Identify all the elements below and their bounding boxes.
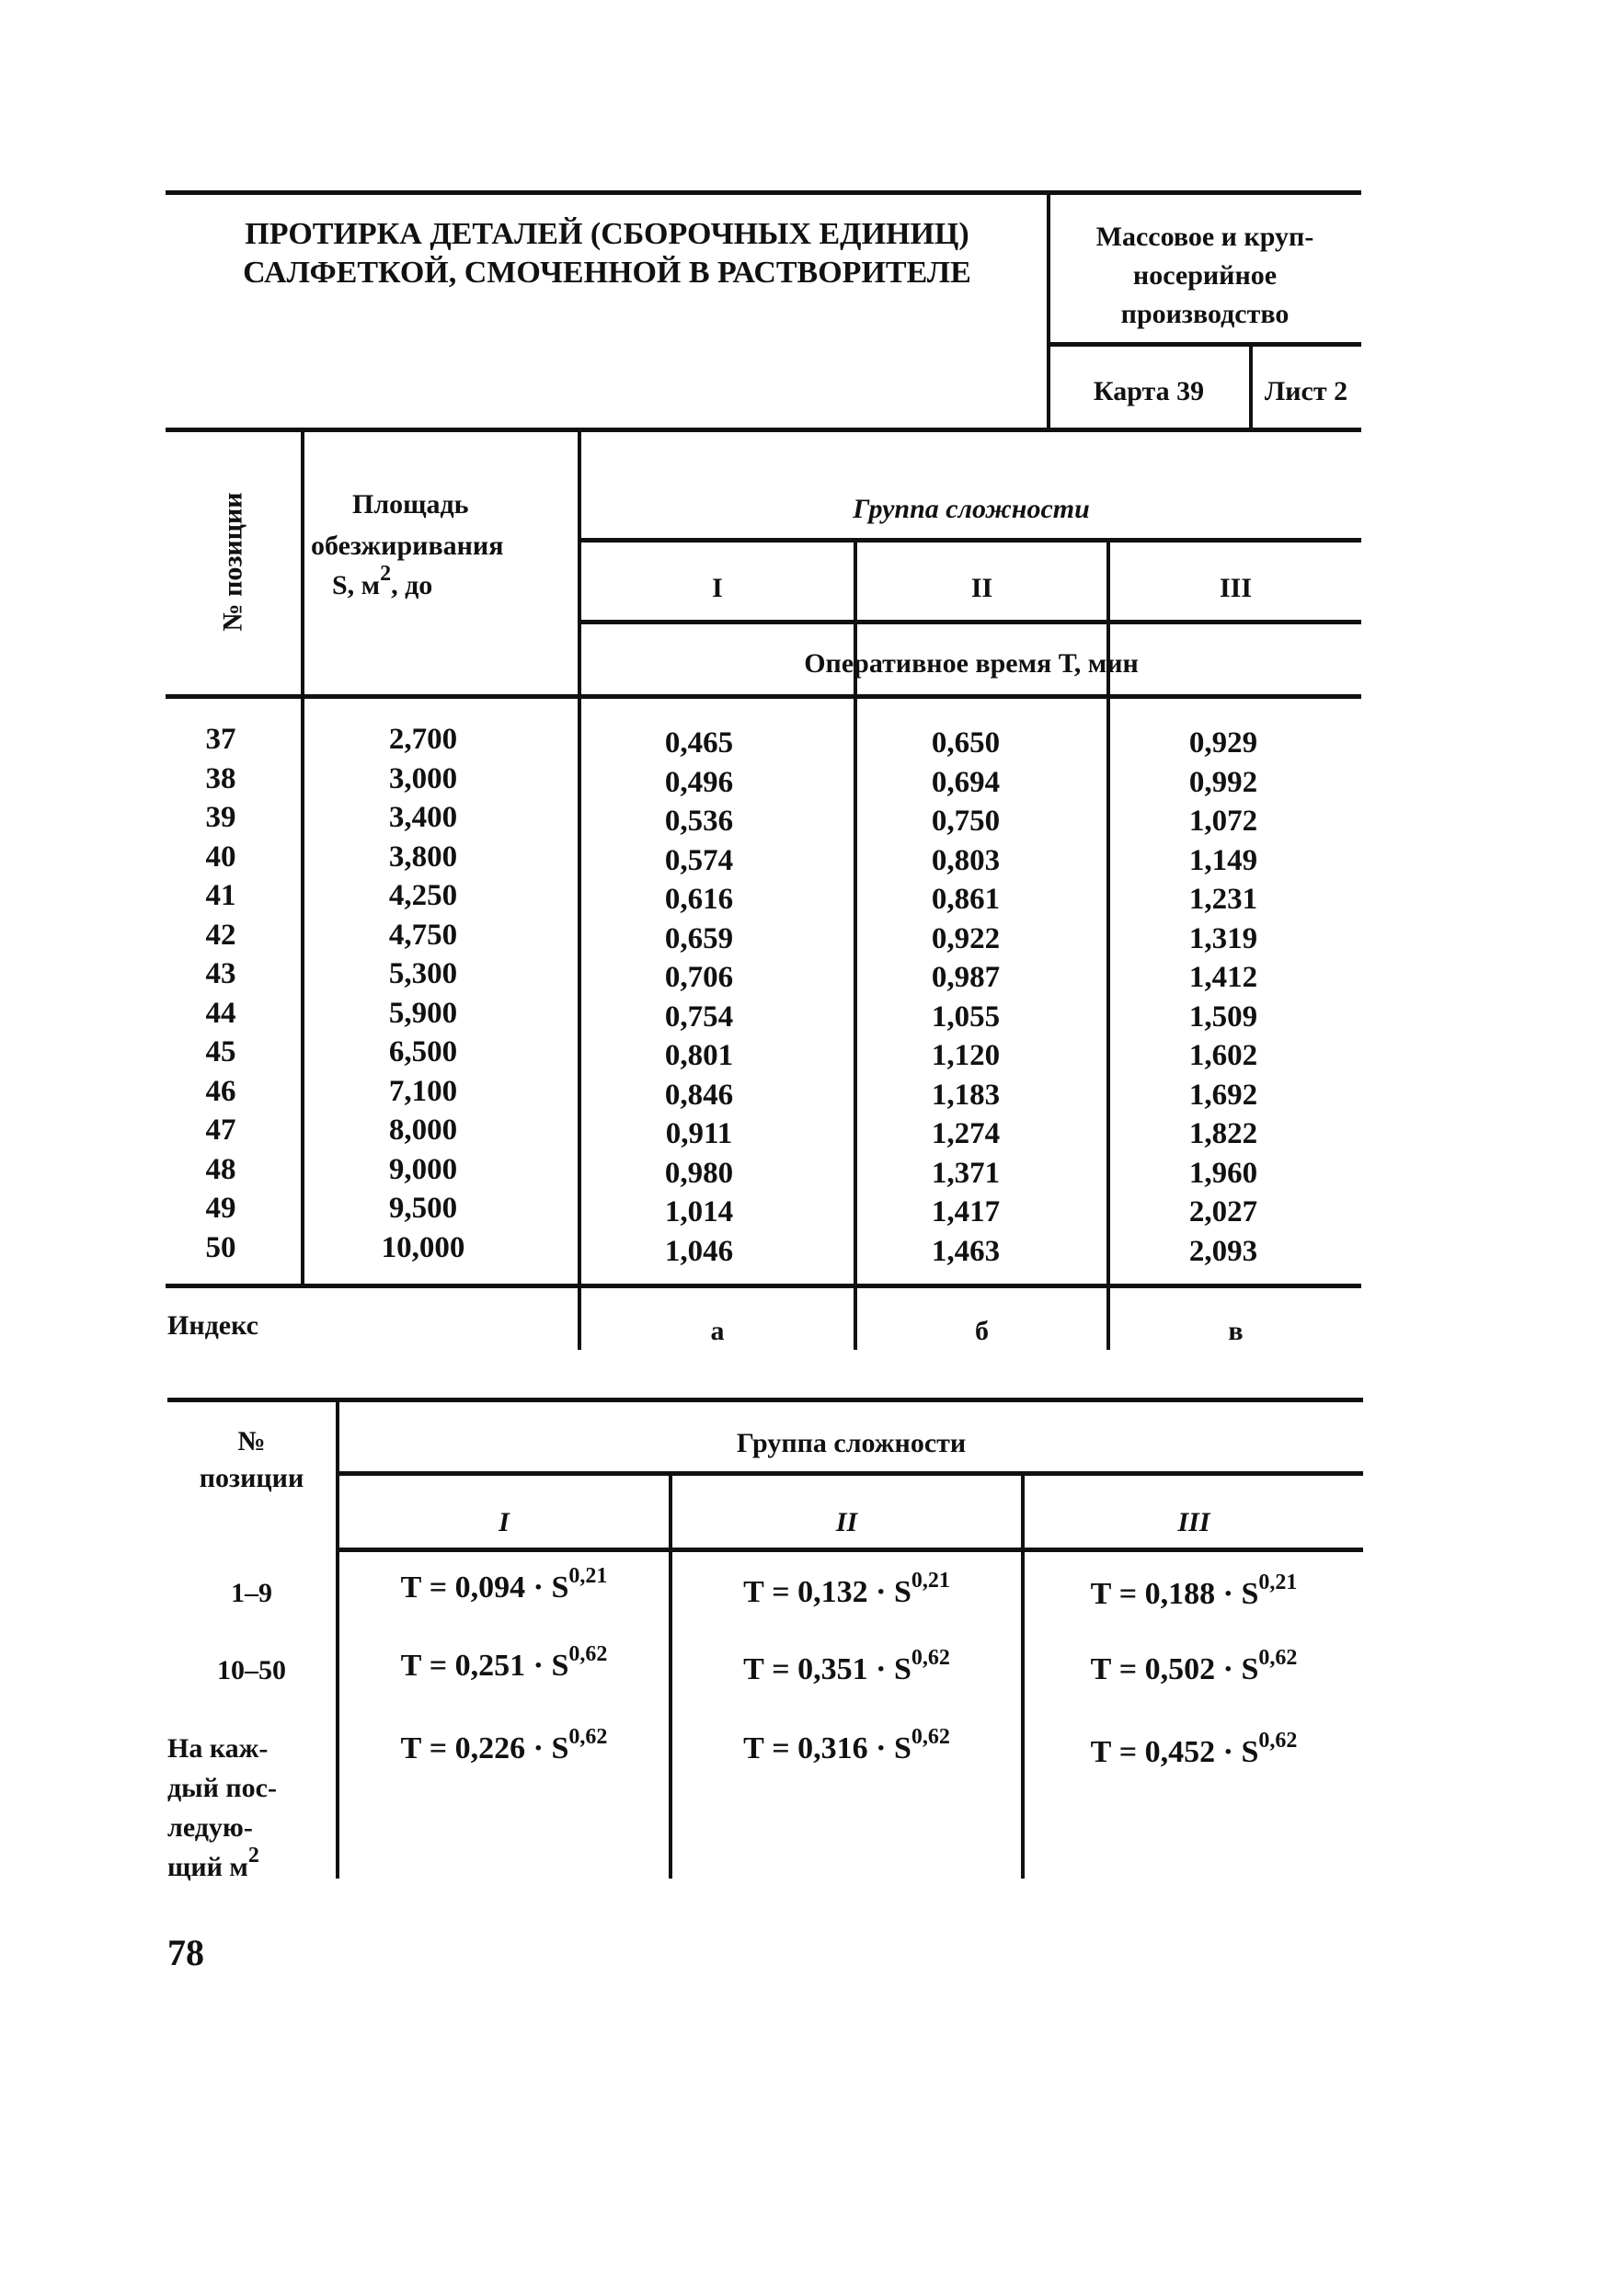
table1-cell-area: 8,000: [388, 1114, 458, 1147]
table1-cell-area: 3,800: [388, 840, 458, 874]
group-II-col: [892, 724, 1039, 1271]
table1-cell-pos: 44: [205, 996, 236, 1030]
table1-cell-g2: 1,417: [931, 1195, 1001, 1228]
table1-body: [0, 720, 1605, 1272]
table1-cell-g1: 1,046: [664, 1234, 734, 1268]
table1-cell-pos: 37: [205, 723, 236, 756]
table1-cell-area: 5,900: [388, 996, 458, 1030]
table1-cell-pos: 41: [205, 879, 236, 912]
table1-cell-area: 9,500: [388, 1192, 458, 1225]
table1-cell-pos: 47: [205, 1114, 236, 1147]
table1-cell-g1: 0,616: [664, 883, 734, 916]
table1-cell-g2: 0,650: [931, 726, 1001, 760]
group-III-header: III: [1219, 573, 1253, 603]
table1-cell-area: 5,300: [388, 957, 458, 990]
table1-cell-area: 2,700: [388, 723, 458, 756]
formula-each-next-group-III: Т = 0,452 · S$^{0,62}$: [1090, 1728, 1298, 1769]
table1-cell-g3: 1,231: [1188, 883, 1258, 916]
index-b: б: [975, 1316, 989, 1346]
page-number: 78: [167, 1932, 204, 1973]
area-col: [350, 720, 497, 1267]
table1-cell-g1: 0,980: [664, 1156, 734, 1190]
table1-cell-pos: 48: [205, 1152, 236, 1186]
table2-pos-10-50: 10–50: [217, 1655, 286, 1685]
table2-position-header-line2: позиции: [199, 1463, 304, 1493]
table1-cell-area: 3,400: [388, 801, 458, 834]
table1-group-rule: [578, 538, 1361, 543]
group-II-header: II: [970, 573, 993, 603]
table1-cell-g1: 0,754: [664, 1000, 734, 1034]
table2-pos-1-9: 1–9: [231, 1578, 272, 1608]
table2-group-II: II: [835, 1507, 858, 1537]
area-header-line1: Площадь: [352, 489, 469, 520]
table1-cell-g1: 0,801: [664, 1039, 734, 1072]
table1-cell-pos: 43: [205, 957, 236, 990]
index-label: Индекс: [167, 1310, 258, 1341]
table1-cell-g3: 1,822: [1188, 1117, 1258, 1150]
header-top-rule: [166, 190, 1361, 195]
table1-cell-g1: 0,846: [664, 1078, 734, 1112]
table2-group-III: III: [1177, 1507, 1210, 1537]
table2-position-header-line1: №: [237, 1426, 266, 1456]
formula-10-50-group-II: Т = 0,351 · S$^{0,62}$: [743, 1645, 950, 1686]
table1-cell-g3: 1,149: [1188, 843, 1258, 877]
table1-cell-area: 4,750: [388, 918, 458, 952]
group-I-header: I: [712, 573, 723, 603]
table1-cell-g3: 1,412: [1188, 961, 1258, 994]
table1-cell-g3: 1,960: [1188, 1156, 1258, 1190]
formula-1-9-group-I: Т = 0,094 · S$^{0,21}$: [400, 1563, 608, 1605]
table1-cell-area: 6,500: [388, 1035, 458, 1068]
table1-roman-rule: [578, 620, 1361, 624]
position-column-header: № позиции: [217, 492, 248, 632]
table1-cell-g1: 0,574: [664, 843, 734, 877]
sheet-number: Лист 2: [1264, 376, 1348, 406]
table1-cell-g1: 0,911: [665, 1117, 733, 1150]
formula-10-50-group-I: Т = 0,251 · S$^{0,62}$: [400, 1641, 608, 1683]
area-header-line2: обезжиривания: [311, 531, 504, 561]
table1-cell-pos: 50: [205, 1230, 236, 1264]
table2-group-header: Группа сложности: [736, 1428, 967, 1458]
table1-cell-g2: 1,055: [931, 1000, 1001, 1034]
group-I-col: [625, 724, 773, 1271]
table1-top-rule: [166, 428, 1361, 432]
table1-cell-area: 4,250: [388, 879, 458, 912]
table1-cell-g2: 0,694: [931, 765, 1001, 799]
table1-cell-g2: 0,922: [931, 921, 1001, 955]
table1-cell-g3: 0,929: [1188, 726, 1258, 760]
table1-header-bottom-rule: [166, 694, 1361, 699]
table2-top-rule: [167, 1398, 1363, 1402]
formula-10-50-group-III: Т = 0,502 · S$^{0,62}$: [1090, 1645, 1298, 1686]
operative-time-header: Оперативное время Т, мин: [804, 648, 1139, 679]
table1-cell-area: 9,000: [388, 1152, 458, 1186]
table1-cell-pos: 42: [205, 918, 236, 952]
table1-cell-area: 3,000: [388, 761, 458, 795]
production-type-line3: производство: [1120, 299, 1290, 329]
table1-cell-g1: 0,536: [664, 805, 734, 838]
formula-each-next-group-II: Т = 0,316 · S$^{0,62}$: [743, 1724, 950, 1765]
table1-cell-g3: 0,992: [1188, 765, 1258, 799]
table1-cell-g3: 1,319: [1188, 921, 1258, 955]
table1-cell-g2: 1,274: [931, 1117, 1001, 1150]
index-v: в: [1228, 1316, 1244, 1346]
page-title-line2: САЛФЕТКОЙ, СМОЧЕННОЙ В РАСТВОРИТЕЛЕ: [243, 256, 971, 290]
production-type-line2: носерийное: [1132, 260, 1278, 291]
table1-cell-g1: 0,465: [664, 726, 734, 760]
table1-cell-g2: 0,987: [931, 961, 1001, 994]
table1-cell-g3: 1,072: [1188, 805, 1258, 838]
table2-group-I: I: [499, 1507, 510, 1537]
area-header-line3: S, $м^2$, до: [332, 562, 433, 600]
table1-cell-pos: 45: [205, 1035, 236, 1068]
formula-1-9-group-II: Т = 0,132 · S$^{0,21}$: [743, 1568, 950, 1609]
table1-cell-g1: 0,706: [664, 961, 734, 994]
table1-cell-pos: 46: [205, 1074, 236, 1108]
formula-each-next-group-I: Т = 0,226 · S$^{0,62}$: [400, 1724, 608, 1765]
table1-cell-g2: 0,750: [931, 805, 1001, 838]
table1-cell-area: 10,000: [381, 1230, 465, 1264]
table1-cell-g3: 2,027: [1188, 1195, 1258, 1228]
table1-cell-g3: 2,093: [1188, 1234, 1258, 1268]
table1-cell-g2: 0,803: [931, 843, 1001, 877]
table2-group-rule: [336, 1471, 1363, 1476]
table1-cell-g1: 0,659: [664, 921, 734, 955]
table1-cell-g3: 1,692: [1188, 1078, 1258, 1112]
table2-pos-each-next: На каж- дый пос- ледую- щий $м^2$: [167, 1733, 277, 1882]
table1-cell-g1: 1,014: [664, 1195, 734, 1228]
table1-cell-g2: 1,120: [931, 1039, 1001, 1072]
index-a: а: [710, 1316, 725, 1346]
position-col: [184, 720, 258, 1267]
table1-cell-pos: 40: [205, 840, 236, 874]
group-III-col: [1150, 724, 1297, 1271]
page-title-line1: ПРОТИРКА ДЕТАЛЕЙ (СБОРОЧНЫХ ЕДИНИЦ): [245, 217, 969, 251]
formula-1-9-group-III: Т = 0,188 · S$^{0,21}$: [1090, 1570, 1298, 1611]
header-card-rule: [1047, 342, 1361, 347]
table1-cell-pos: 38: [205, 761, 236, 795]
table1-cell-pos: 39: [205, 801, 236, 834]
table1-body-bottom-rule: [166, 1284, 1361, 1288]
table1-cell-area: 7,100: [388, 1074, 458, 1108]
table1-cell-g2: 1,463: [931, 1234, 1001, 1268]
production-type-line1: Массовое и круп-: [1095, 222, 1314, 252]
table1-cell-g2: 1,183: [931, 1078, 1001, 1112]
table1-cell-g3: 1,602: [1188, 1039, 1258, 1072]
table2-header-bottom-rule: [336, 1548, 1363, 1552]
table1-cell-g2: 0,861: [931, 883, 1001, 916]
table1-cell-g1: 0,496: [664, 765, 734, 799]
complexity-group-header: Группа сложности: [853, 494, 1090, 524]
card-number: Карта 39: [1093, 376, 1205, 406]
table1-cell-g2: 1,371: [931, 1156, 1001, 1190]
table1-cell-pos: 49: [205, 1192, 236, 1225]
table1-cell-g3: 1,509: [1188, 1000, 1258, 1034]
